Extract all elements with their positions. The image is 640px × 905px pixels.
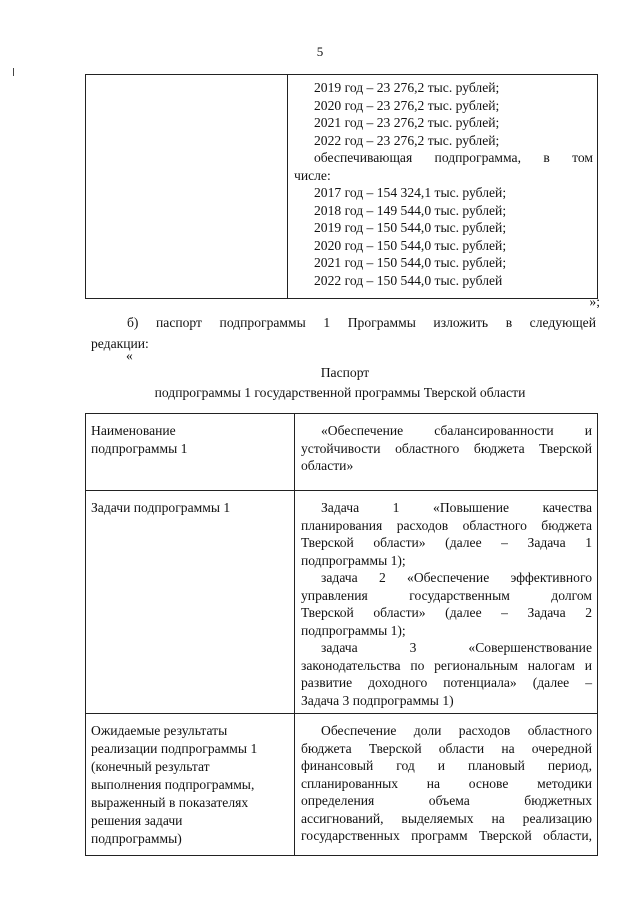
value-line: «Обеспечение сбалансированности и <box>321 423 592 438</box>
value-line: государственных программ Тверской области, <box>301 828 592 843</box>
value-cell <box>295 491 598 714</box>
value-line: определения объема бюджетных <box>301 793 592 808</box>
passport-title: Паспорт <box>320 365 370 380</box>
value-line: области» <box>301 458 354 473</box>
value-line: устойчивости областного бюджета Тверской <box>301 440 592 456</box>
margin-mark <box>13 68 14 76</box>
funding-cell <box>288 75 598 299</box>
value-line: Тверской области» (далее – Задача 2 <box>301 605 592 620</box>
label-line: (конечный результат <box>91 759 210 774</box>
passport-heading <box>0 363 640 403</box>
label-line: выполнения подпрограммы, <box>91 777 255 792</box>
value-line: Тверской области» (далее – Задача 1 <box>301 535 592 550</box>
funding-table <box>85 74 598 299</box>
funding-line: 2019 год – 23 276,2 тыс. рублей; <box>314 80 500 95</box>
label-line: подпрограммы 1 <box>91 441 188 456</box>
label-cell <box>86 414 295 491</box>
paragraph-line: б) паспорт подпрограммы 1 Программы изложить в следующей <box>127 315 596 330</box>
value-line: планирования расходов областного бюджета <box>301 517 592 533</box>
opening-quote: « <box>126 348 133 363</box>
funding-line: числе: <box>294 167 331 183</box>
value-line: Задача 1 «Повышение качества <box>321 500 592 515</box>
table-row <box>86 414 598 491</box>
funding-line: 2018 год – 149 544,0 тыс. рублей; <box>314 202 507 218</box>
value-line: финансовый год и плановый период, <box>301 758 592 773</box>
funding-line: 2021 год – 23 276,2 тыс. рублей; <box>314 115 500 130</box>
funding-line: 2021 год – 150 544,0 тыс. рублей; <box>314 255 507 270</box>
funding-line: 2019 год – 150 544,0 тыс. рублей; <box>314 220 507 235</box>
funding-line: 2022 год – 23 276,2 тыс. рублей; <box>314 132 500 148</box>
value-line: бюджета Тверской области на очередной <box>301 740 592 756</box>
label-line: подпрограммы) <box>91 831 182 846</box>
value-cell <box>295 414 598 491</box>
value-line: задача 2 «Обеспечение эффективного <box>321 570 592 585</box>
table-row <box>86 75 598 299</box>
funding-line: 2020 год – 150 544,0 тыс. рублей; <box>314 237 507 253</box>
label-line: решения задачи <box>91 813 183 828</box>
table-row <box>86 714 598 856</box>
value-line: законодательства по региональным налогам и <box>301 657 592 673</box>
funding-line: обеспечивающая подпрограмма, в том <box>314 150 593 165</box>
label-line: Задачи подпрограммы 1 <box>91 500 231 515</box>
value-line: задача 3 «Совершенствование <box>321 640 592 655</box>
paragraph-line: редакции: <box>91 336 149 351</box>
value-line: Задача 3 подпрограммы 1) <box>301 692 454 708</box>
closing-quote: »; <box>589 294 600 309</box>
label-line: реализации подпрограммы 1 <box>91 741 258 756</box>
paragraph-b <box>91 312 596 354</box>
value-line: управления государственным долгом <box>301 587 592 603</box>
label-cell <box>86 491 295 714</box>
value-line: спланированных на основе методики <box>301 775 592 791</box>
label-line: Наименование <box>91 423 176 438</box>
value-line: Обеспечение доли расходов областного <box>321 723 592 738</box>
value-line: подпрограммы 1); <box>301 552 406 568</box>
funding-line: 2017 год – 154 324,1 тыс. рублей; <box>314 185 507 200</box>
label-line: Ожидаемые результаты <box>91 723 228 738</box>
funding-line: 2020 год – 23 276,2 тыс. рублей; <box>314 97 500 113</box>
empty-cell <box>86 75 288 299</box>
value-line: развитие доходного потенциала» (далее – <box>301 675 592 690</box>
label-line: выраженный в показателях <box>91 795 249 810</box>
page-number: 5 <box>316 44 324 59</box>
passport-subtitle: подпрограммы 1 государственной программы Тверской области <box>154 385 526 400</box>
value-line: ассигнований, выделяемых на реализацию <box>301 810 592 826</box>
funding-line: 2022 год – 150 544,0 тыс. рублей <box>314 272 503 288</box>
value-line: подпрограммы 1); <box>301 622 406 638</box>
table-row <box>86 491 598 714</box>
passport-table <box>85 413 598 856</box>
label-cell <box>86 714 295 856</box>
value-cell <box>295 714 598 856</box>
